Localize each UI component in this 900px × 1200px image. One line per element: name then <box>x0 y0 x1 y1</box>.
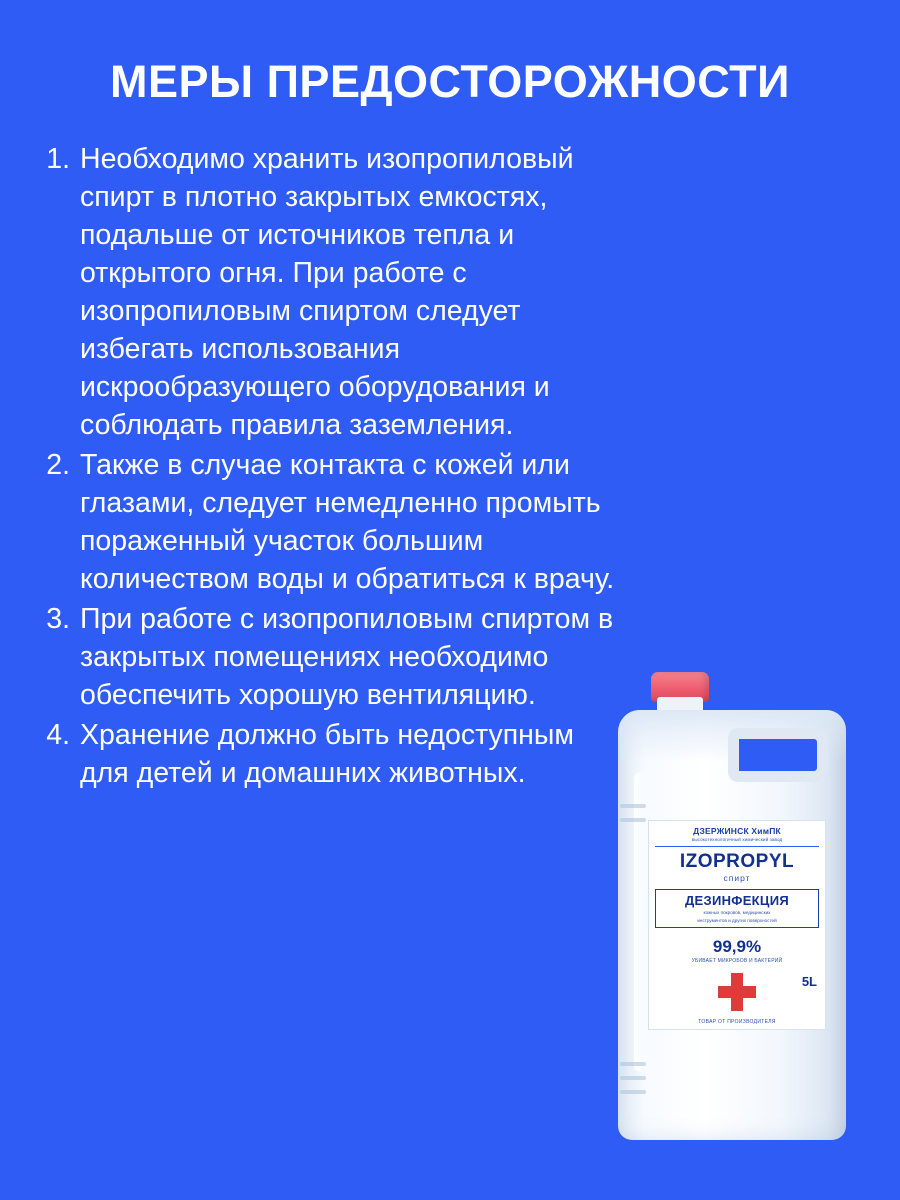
bottle-ridge <box>620 804 646 808</box>
list-item <box>28 716 628 792</box>
product-label <box>648 820 826 1030</box>
label-cross-area <box>655 973 819 1013</box>
list-item-marker: 1. <box>46 143 70 175</box>
list-item <box>28 446 628 598</box>
label-volume: 5L <box>801 974 817 989</box>
list-item-marker: 2. <box>46 449 70 481</box>
label-product-name-ru: спирт <box>723 873 751 883</box>
label-disinfection-title: ДЕЗИНФЕКЦИЯ <box>685 893 789 908</box>
label-divider <box>655 846 819 847</box>
label-brand: ДЗЕРЖИНСК ХимПК <box>693 826 781 836</box>
label-disinfection-box <box>655 889 819 928</box>
label-purity-percent: 99,9% <box>712 937 762 956</box>
label-purity-sub: УБИВАЕТ МИКРОБОВ И БАКТЕРИЙ <box>691 958 783 964</box>
list-item-text: Необходимо хранить изопропиловый спирт в плотно закрытых емкостях, подальше от источников тепла и открытого огня. При работе с изопропиловым спиртом следует избегать использования искрообразующего оборудования и соблюдать правила заземления. <box>80 143 574 441</box>
bottle-ridge <box>620 1076 646 1080</box>
label-footer: ТОВАР ОТ ПРОИЗВОДИТЕЛЯ <box>698 1019 776 1025</box>
list-item-text: Хранение должно быть недоступным для детей и домашних животных. <box>80 719 574 789</box>
red-cross-icon <box>718 973 756 1011</box>
list-item <box>28 140 628 444</box>
bottle-highlight <box>634 772 648 1072</box>
bottle-ridge <box>620 818 646 822</box>
label-disinfection-sub-1: кожных покровов, медицинских <box>703 910 771 915</box>
page-title: МЕРЫ ПРЕДОСТОРОЖНОСТИ <box>110 56 790 107</box>
precautions-list <box>28 140 628 794</box>
product-image <box>610 672 855 1142</box>
bottle-ridge <box>620 1090 646 1094</box>
label-brand-sub: высокотехнологичный химический завод <box>691 837 783 842</box>
list-item-text: Также в случае контакта с кожей или глазами, следует немедленно промыть пораженный участок большим количеством воды и обратиться к врачу. <box>80 449 615 595</box>
list-item <box>28 600 628 714</box>
bottle-ridge <box>620 1062 646 1066</box>
bottle-handle <box>728 728 828 782</box>
list-item-text: При работе с изопропиловым спиртом в закрытых помещениях необходимо обеспечить хорошую вентиляцию. <box>80 603 614 711</box>
list-item-marker: 3. <box>46 603 70 635</box>
label-product-name-en: IZOPROPYL <box>679 851 795 872</box>
label-disinfection-sub-2: инструментов и других поверхностей <box>697 918 777 923</box>
list-item-marker: 4. <box>46 719 70 751</box>
